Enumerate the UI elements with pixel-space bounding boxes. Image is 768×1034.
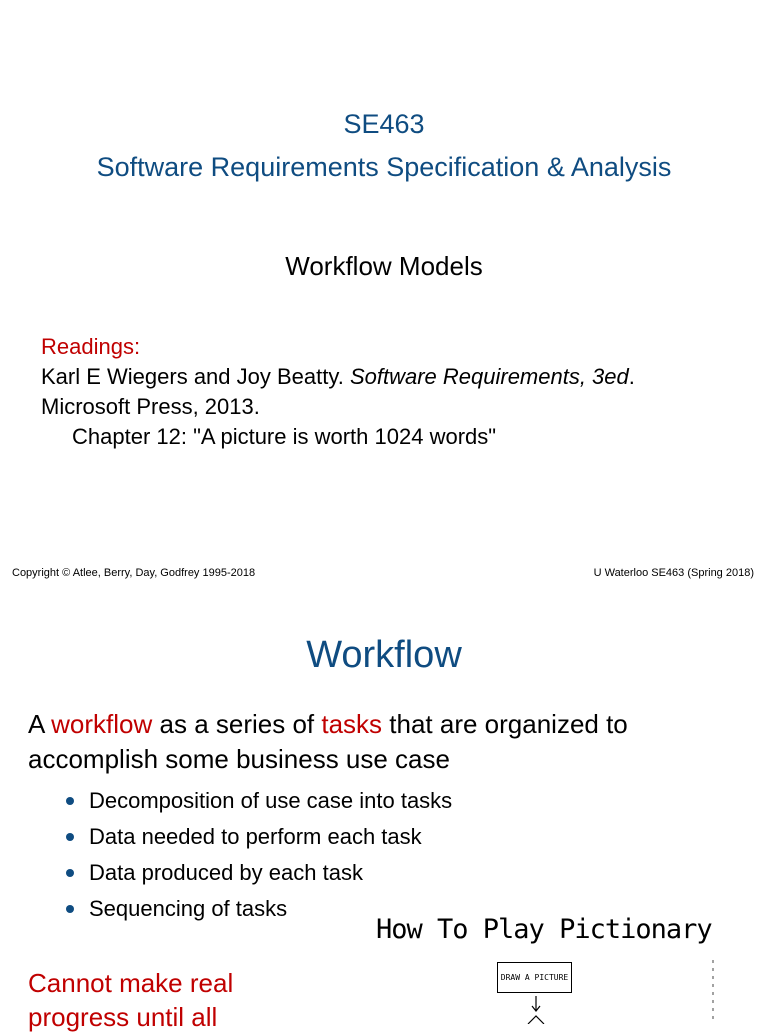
bullet-list — [66, 783, 452, 927]
list-item-text: Data needed to perform each task — [89, 824, 422, 849]
list-item — [66, 783, 452, 819]
bullet-icon — [66, 833, 74, 841]
bullet-icon — [66, 869, 74, 877]
course-code: SE463 — [343, 109, 425, 139]
cartoon-title: How To Play Pictionary — [376, 914, 712, 945]
readings-section — [41, 332, 635, 452]
readings-book-suffix: . — [628, 364, 635, 389]
list-item-text: Data produced by each task — [89, 860, 363, 885]
slide-title: Workflow — [306, 634, 462, 676]
footer-copyright: Copyright © Atlee, Berry, Day, Godfrey 1995-2018 — [12, 567, 256, 579]
term-workflow: workflow — [51, 709, 153, 739]
readings-citation — [41, 362, 635, 392]
workflow-definition — [28, 707, 748, 777]
warning-text: Cannot make real progress until all — [28, 968, 234, 1032]
readings-publisher: Microsoft Press, 2013. — [41, 394, 260, 419]
intro-text-1: A — [28, 709, 52, 739]
course-title: Software Requirements Specification & Analysis — [96, 152, 672, 182]
list-item — [66, 855, 452, 891]
readings-heading: Readings: — [41, 334, 141, 359]
readings-authors: Karl E Wiegers and Joy Beatty. — [41, 364, 350, 389]
intro-text-3: that are organized to accomplish some business use case — [28, 709, 628, 774]
cartoon-step-box: DRAW A PICTURE — [497, 962, 572, 993]
list-item-text: Sequencing of tasks — [89, 896, 288, 921]
list-item — [66, 819, 452, 855]
footer-course-term: U Waterloo SE463 (Spring 2018) — [593, 567, 754, 579]
cartoon-border-line — [712, 960, 714, 1024]
term-tasks: tasks — [321, 709, 383, 739]
list-item-text: Decomposition of use case into tasks — [89, 788, 453, 813]
bullet-icon — [66, 905, 74, 913]
readings-book-title: Software Requirements, 3ed — [349, 364, 629, 389]
intro-text-2: as a series of — [152, 709, 322, 739]
lecture-title: Workflow Models — [285, 251, 483, 281]
down-arrow-icon — [525, 995, 547, 1024]
bullet-icon — [66, 797, 74, 805]
readings-chapter: Chapter 12: "A picture is worth 1024 words" — [72, 424, 497, 449]
